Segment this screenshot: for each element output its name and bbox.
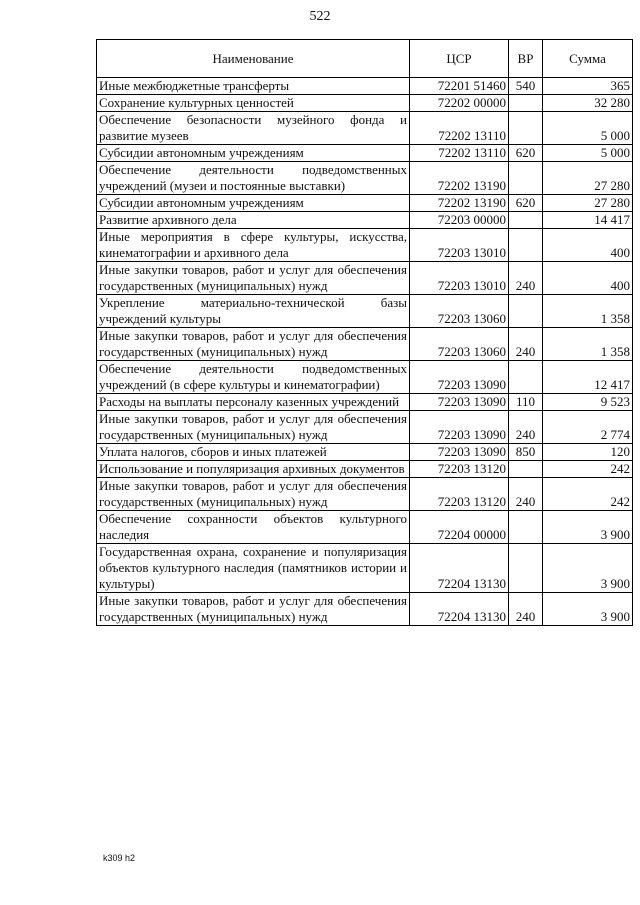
row-csr-cell: 72204 13130 — [410, 593, 509, 626]
row-csr-cell: 72202 13110 — [410, 112, 509, 145]
row-csr-cell: 72203 13060 — [410, 328, 509, 361]
row-csr-cell: 72203 13060 — [410, 295, 509, 328]
row-vr-cell: 620 — [509, 145, 543, 162]
row-vr-cell: 540 — [509, 78, 543, 95]
row-name-cell: Обеспечение сохранности объектов культурного наследия — [97, 511, 410, 544]
table-row — [97, 461, 633, 478]
row-vr-cell — [509, 544, 543, 593]
table-row — [97, 411, 633, 444]
table-row — [97, 444, 633, 461]
row-name-cell: Иные закупки товаров, работ и услуг для обеспечения государственных (муниципальных) нужд — [97, 411, 410, 444]
row-sum-cell: 242 — [543, 478, 633, 511]
row-sum-cell: 27 280 — [543, 195, 633, 212]
row-csr-cell: 72204 00000 — [410, 511, 509, 544]
row-sum-cell: 1 358 — [543, 328, 633, 361]
row-name-cell: Развитие архивного дела — [97, 212, 410, 229]
row-name-cell: Иные мероприятия в сфере культуры, искусства, кинематографии и архивного дела — [97, 229, 410, 262]
table-row — [97, 229, 633, 262]
row-name-cell: Уплата налогов, сборов и иных платежей — [97, 444, 410, 461]
row-vr-cell: 240 — [509, 593, 543, 626]
row-vr-cell: 850 — [509, 444, 543, 461]
row-sum-cell: 12 417 — [543, 361, 633, 394]
table-row — [97, 212, 633, 229]
row-name-cell: Иные закупки товаров, работ и услуг для обеспечения государственных (муниципальных) нужд — [97, 478, 410, 511]
page-number: 522 — [309, 9, 331, 24]
row-vr-cell — [509, 162, 543, 195]
table-row — [97, 162, 633, 195]
row-name-cell: Сохранение культурных ценностей — [97, 95, 410, 112]
row-sum-cell: 5 000 — [543, 112, 633, 145]
row-name-cell: Иные закупки товаров, работ и услуг для обеспечения государственных (муниципальных) нужд — [97, 593, 410, 626]
table-row — [97, 195, 633, 212]
table-row — [97, 112, 633, 145]
row-csr-cell: 72201 51460 — [410, 78, 509, 95]
row-sum-cell: 3 900 — [543, 511, 633, 544]
row-name-cell: Обеспечение деятельности подведомственных учреждений (музеи и постоянные выставки) — [97, 162, 410, 195]
table-row — [97, 394, 633, 411]
row-vr-cell — [509, 112, 543, 145]
row-csr-cell: 72203 13120 — [410, 461, 509, 478]
row-csr-cell: 72203 13090 — [410, 394, 509, 411]
row-csr-cell: 72203 00000 — [410, 212, 509, 229]
row-vr-cell — [509, 95, 543, 112]
table-row — [97, 361, 633, 394]
row-vr-cell — [509, 229, 543, 262]
row-vr-cell: 240 — [509, 411, 543, 444]
row-csr-cell: 72203 13090 — [410, 361, 509, 394]
column-header-vr: ВР — [509, 40, 543, 78]
row-sum-cell: 365 — [543, 78, 633, 95]
row-vr-cell — [509, 295, 543, 328]
row-csr-cell: 72202 00000 — [410, 95, 509, 112]
column-header-sum: Сумма — [543, 40, 633, 78]
row-sum-cell: 9 523 — [543, 394, 633, 411]
row-name-cell: Обеспечение деятельности подведомственных учреждений (в сфере культуры и кинематографии) — [97, 361, 410, 394]
row-name-cell: Субсидии автономным учреждениям — [97, 145, 410, 162]
row-name-cell: Иные закупки товаров, работ и услуг для обеспечения государственных (муниципальных) нужд — [97, 328, 410, 361]
table-row — [97, 145, 633, 162]
table-row — [97, 295, 633, 328]
row-sum-cell: 400 — [543, 229, 633, 262]
table-row — [97, 95, 633, 112]
row-name-cell: Иные закупки товаров, работ и услуг для обеспечения государственных (муниципальных) нужд — [97, 262, 410, 295]
row-name-cell: Государственная охрана, сохранение и популяризация объектов культурного наследия (памятников истории и культуры) — [97, 544, 410, 593]
table-row — [97, 78, 633, 95]
row-vr-cell: 240 — [509, 328, 543, 361]
table-row — [97, 262, 633, 295]
table-header — [97, 40, 633, 78]
table-body — [97, 78, 633, 626]
row-vr-cell: 110 — [509, 394, 543, 411]
table-row — [97, 544, 633, 593]
row-csr-cell: 72203 13010 — [410, 229, 509, 262]
row-csr-cell: 72203 13090 — [410, 411, 509, 444]
row-csr-cell: 72202 13190 — [410, 195, 509, 212]
row-sum-cell: 400 — [543, 262, 633, 295]
row-name-cell: Субсидии автономным учреждениям — [97, 195, 410, 212]
row-sum-cell: 2 774 — [543, 411, 633, 444]
row-csr-cell: 72203 13120 — [410, 478, 509, 511]
row-sum-cell: 120 — [543, 444, 633, 461]
row-vr-cell — [509, 212, 543, 229]
table-row — [97, 593, 633, 626]
table-row — [97, 328, 633, 361]
row-vr-cell: 240 — [509, 262, 543, 295]
column-header-csr: ЦСР — [410, 40, 509, 78]
table-row — [97, 478, 633, 511]
row-name-cell: Использование и популяризация архивных документов — [97, 461, 410, 478]
row-sum-cell: 5 000 — [543, 145, 633, 162]
row-sum-cell: 3 900 — [543, 544, 633, 593]
footer-code: k309 h2 — [103, 853, 136, 863]
row-sum-cell: 27 280 — [543, 162, 633, 195]
row-sum-cell: 242 — [543, 461, 633, 478]
row-csr-cell: 72203 13010 — [410, 262, 509, 295]
row-vr-cell: 620 — [509, 195, 543, 212]
row-sum-cell: 1 358 — [543, 295, 633, 328]
row-sum-cell: 32 280 — [543, 95, 633, 112]
row-csr-cell: 72202 13190 — [410, 162, 509, 195]
row-sum-cell: 3 900 — [543, 593, 633, 626]
row-vr-cell — [509, 361, 543, 394]
row-vr-cell — [509, 461, 543, 478]
row-csr-cell: 72202 13110 — [410, 145, 509, 162]
row-name-cell: Расходы на выплаты персоналу казенных учреждений — [97, 394, 410, 411]
header-row — [97, 40, 633, 78]
column-header-name: Наименование — [97, 40, 410, 78]
budget-table — [96, 39, 633, 626]
row-name-cell: Укрепление материально-технической базы учреждений культуры — [97, 295, 410, 328]
row-csr-cell: 72203 13090 — [410, 444, 509, 461]
row-name-cell: Обеспечение безопасности музейного фонда и развитие музеев — [97, 112, 410, 145]
row-name-cell: Иные межбюджетные трансферты — [97, 78, 410, 95]
table-row — [97, 511, 633, 544]
row-csr-cell: 72204 13130 — [410, 544, 509, 593]
row-vr-cell: 240 — [509, 478, 543, 511]
row-sum-cell: 14 417 — [543, 212, 633, 229]
row-vr-cell — [509, 511, 543, 544]
